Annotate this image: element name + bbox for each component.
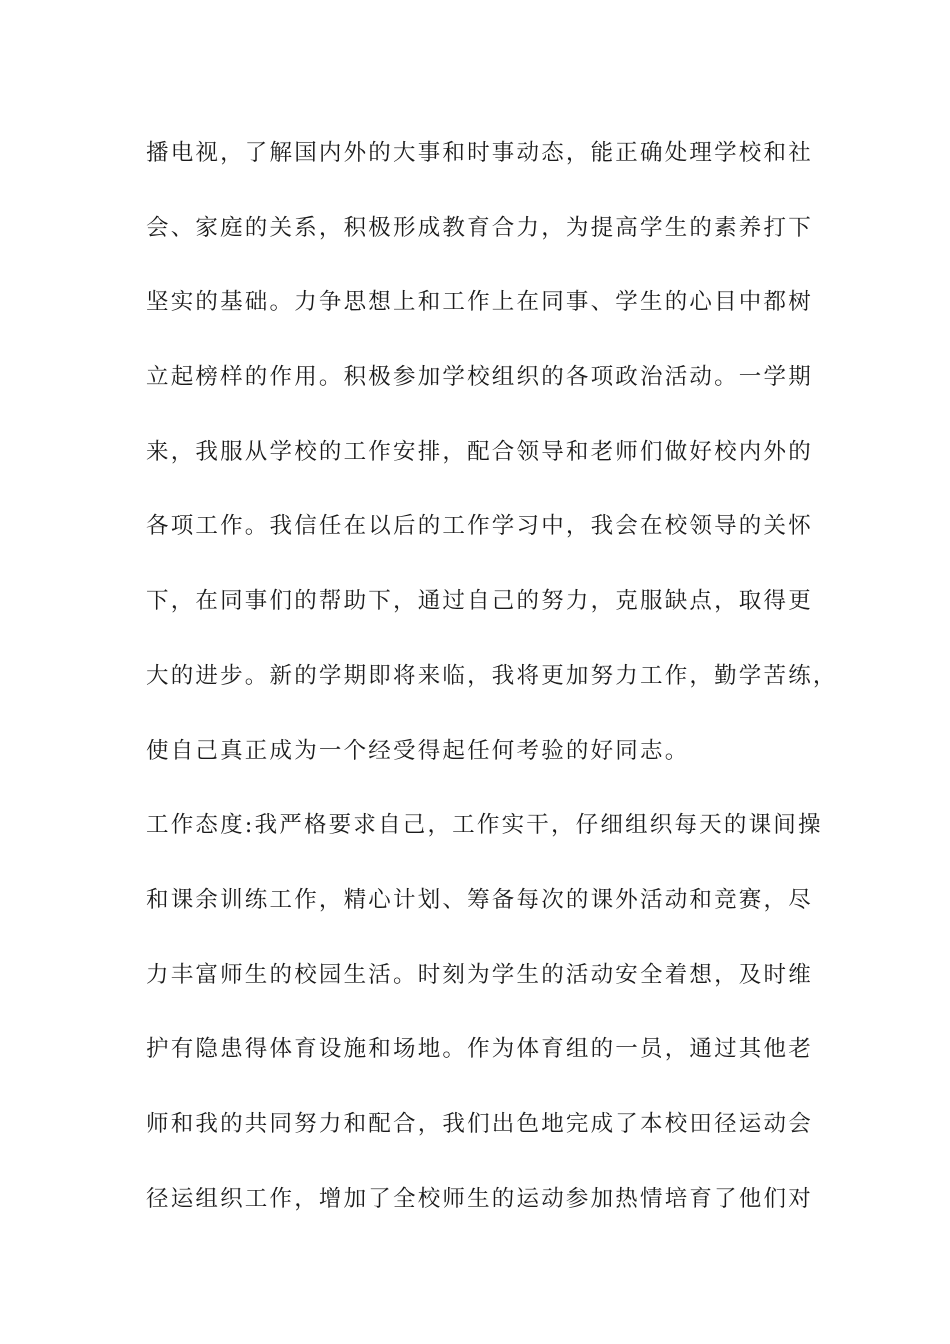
body-text [146, 131, 836, 1251]
text-line: 会、家庭的关系，积极形成教育合力，为提高学生的素养打下 [146, 214, 813, 241]
text-line: 使自己真正成为一个经受得起任何考验的好同志。 [146, 737, 690, 764]
text-line: 和课余训练工作，精心计划、筹备每次的课外活动和竞赛，尽 [146, 886, 813, 913]
text-line: 播电视，了解国内外的大事和时事动态，能正确处理学校和社 [146, 140, 813, 166]
text-line: 立起榜样的作用。积极参加学校组织的各项政治活动。一学期 [146, 364, 813, 391]
text-line: 力丰富师生的校园生活。时刻为学生的活动安全着想，及时维 [146, 961, 813, 988]
text-line: 师和我的共同努力和配合，我们出色地完成了本校田径运动会 [146, 1110, 813, 1137]
text-line: 工作态度:我严格要求自己，工作实干，仔细组织每天的课间操 [146, 812, 823, 839]
text-line: 护有隐患得体育设施和场地。作为体育组的一员，通过其他老 [146, 1036, 813, 1063]
text-line: 各项工作。我信任在以后的工作学习中，我会在校领导的关怀 [146, 513, 813, 540]
text-line: 径运组织工作，增加了全校师生的运动参加热情培育了他们对 [146, 1185, 813, 1212]
text-line: 下，在同事们的帮助下，通过自己的努力，克服缺点，取得更 [146, 588, 813, 615]
text-line: 坚实的基础。力争思想上和工作上在同事、学生的心目中都树 [146, 289, 813, 316]
text-line: 来，我服从学校的工作安排，配合领导和老师们做好校内外的 [146, 438, 813, 465]
text-line: 大的进步。新的学期即将来临，我将更加努力工作，勤学苦练， [146, 662, 838, 689]
